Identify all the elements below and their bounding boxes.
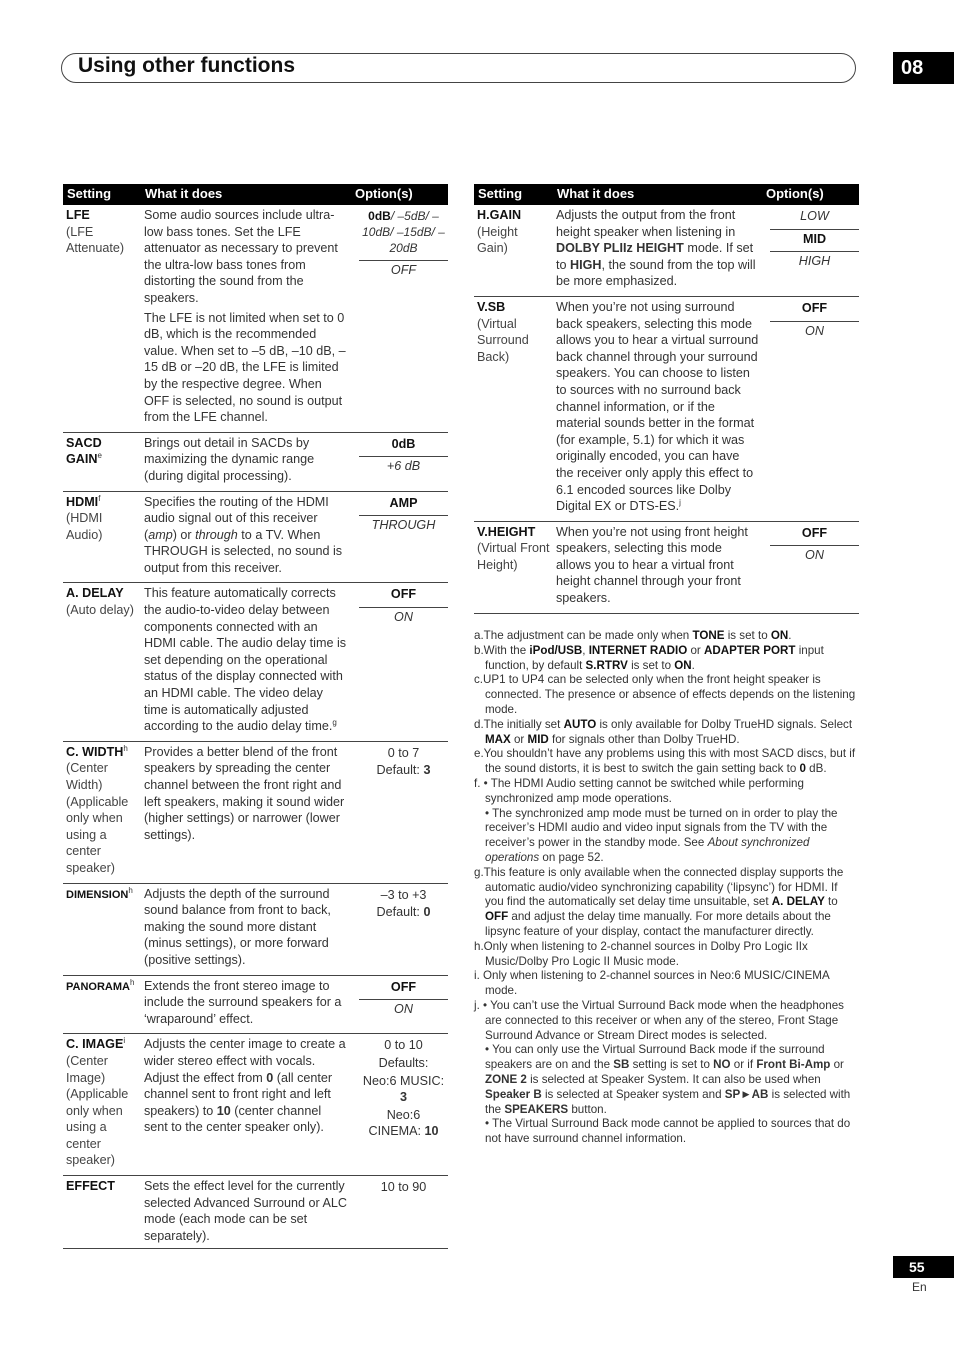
col-header-setting: Setting bbox=[474, 184, 553, 205]
footnote-a: a.The adjustment can be made only when TONE is set to ON. bbox=[474, 629, 792, 642]
page-number: 55 bbox=[893, 1256, 954, 1278]
col-header-options: Option(s) bbox=[351, 184, 448, 205]
option-value: OFF bbox=[359, 585, 448, 608]
footnote-c: c.UP1 to UP4 can be selected only when the front height speaker is connected. The presence or absence of effects depends on the listening mode. bbox=[474, 673, 856, 716]
option-value: ON bbox=[805, 548, 824, 563]
table-row: C. WIDTH$^h$ (Center Width) (Applicable only when using a center speaker) Provides a better blend of the front speakers by spreading the center channel between the front right and left speakers, making it sound wider (higher settings) or narrower (lower settings). 0 to 7 Default: 3 bbox=[63, 741, 448, 883]
option-default: Defaults: bbox=[378, 1055, 429, 1070]
setting-subtitle: (Height Gain) bbox=[477, 224, 518, 256]
setting-subtitle: (Center Width) (Applicable only when using a center speaker) bbox=[66, 761, 129, 875]
setting-description: When you’re not using front height speakers, selecting this mode allows you to hear a virtual front height channel through your front speakers. bbox=[556, 524, 748, 606]
setting-description: This feature automatically corrects the audio-to-video delay between components connected with an HDMI cable. The audio delay time is set depending on the operational status of the display connected with an HDMI cable. The video delay time is automatically adjusted according to the audio delay time.$^g$ bbox=[144, 586, 347, 734]
option-value: MID bbox=[770, 230, 859, 253]
setting-description: When you’re not using surround back speakers, selecting this mode allows you to hear a virtual surround back channel through your surround speakers. You can choose to listen to sources with no surround back channel information, or if the material sounds better in the format (for example, 5.1) for which it was originally encoded, you can have the receiver only apply this effect to 6.1 encoded sources like Dolby Digital EX or DTS-ES.$^j$ bbox=[556, 299, 759, 514]
table-row: SACD GAIN$^e$ Brings out detail in SACDs by maximizing the dynamic range (during digital processing). 0dB +6 dB bbox=[63, 432, 448, 491]
option-value: AMP bbox=[359, 494, 448, 517]
setting-name: C. WIDTH bbox=[66, 744, 124, 759]
footnote-g: g.This feature is only available when the connected display supports the automatic audio/video synchronizing capability (‘lipsync’) for HDMI. If you find the automatically set delay time unsuitable, set A. DELAY to OFF and adjust the delay time manually. For more details about the lipsync feature of your display, contact the manufacturer directly. bbox=[474, 865, 844, 938]
setting-name: H.GAIN bbox=[477, 208, 522, 222]
table-row bbox=[63, 1176, 448, 1249]
option-default: Default: 0 bbox=[376, 905, 431, 920]
option-value: ON bbox=[805, 323, 824, 338]
footnote-f-cont: • The synchronized amp mode must be turned on in order to play the receiver’s HDMI audio and video input signals from the TV with the receiver’s power in the standby mode. See About synchronized operations on page 52. bbox=[485, 806, 838, 864]
option-value: 10 to 90 bbox=[380, 1180, 427, 1195]
settings-table-left bbox=[63, 184, 448, 1249]
page-title: Using other functions bbox=[78, 54, 295, 77]
footnote-e: e.You shouldn’t have any problems using this with most SACD discs, but if the sound distorts, it is best to switch the gain setting back to 0 dB. bbox=[474, 747, 856, 776]
option-default: Neo:6 CINEMA: 10 bbox=[368, 1107, 439, 1139]
table-row: HDMI$^f$ (HDMI Audio) Specifies the routing of the HDMI audio signal out of this receiver (amp) or through to a TV. When THROUGH is selected, no sound is output from this receiver. AMP THROUGH bbox=[63, 491, 448, 583]
option-value: 0dB bbox=[359, 435, 448, 458]
option-value: 0 to 7 bbox=[387, 745, 420, 760]
table-row: PANORAMA$^h$ Extends the front stereo image to include the surround speakers for a ‘wraparound’ effect. OFF ON bbox=[63, 975, 448, 1034]
footnotes bbox=[474, 629, 858, 1147]
setting-name: DIMENSION bbox=[66, 888, 129, 901]
setting-name: PANORAMA bbox=[66, 980, 130, 993]
table-row bbox=[474, 521, 859, 613]
setting-subtitle: (Center Image) (Applicable only when using a center speaker) bbox=[66, 1053, 129, 1168]
settings-table-right bbox=[474, 184, 859, 614]
table-row bbox=[63, 583, 448, 741]
setting-name: LFE bbox=[66, 208, 90, 222]
setting-name: A. DELAY bbox=[66, 586, 124, 601]
table-row: DIMENSION$^h$ Adjusts the depth of the surround sound balance from front to back, making the sound more distant (minus settings), or more forward (positive settings). –3 to +3 Default: 0 bbox=[63, 883, 448, 975]
setting-name: HDMI bbox=[66, 494, 99, 509]
option-value: 0dB/ –5dB/ –10dB/ –15dB/ –20dB bbox=[359, 207, 448, 261]
setting-description: Provides a better blend of the front speakers by spreading the center channel between the front right and left speakers, making it sound wider (higher settings) or narrower (lower settings). bbox=[144, 744, 345, 842]
option-value: THROUGH bbox=[371, 518, 436, 533]
setting-subtitle: (LFE Attenuate) bbox=[66, 224, 125, 256]
table-row: C. IMAGE$^i$ (Center Image) (Applicable only when using a center speaker) Adjusts the center image to create a wider stereo effect with vocals. Adjust the effect from 0 (all center channel sent to front right and left speakers) to 10 (center channel sent to the center speaker only). 0 to 10 Defaults: Neo:6 MUSIC: 3 Neo:6 CINEMA: 10 bbox=[63, 1034, 448, 1176]
setting-subtitle: (Virtual Front Height) bbox=[477, 541, 550, 572]
option-default: Neo:6 MUSIC: 3 bbox=[362, 1073, 445, 1105]
option-value: HIGH bbox=[798, 254, 831, 269]
col-header-what: What it does bbox=[553, 184, 762, 205]
setting-description: The LFE is not limited when set to 0 dB, which is the recommended value. When set to –5 dB, –10 dB, –15 dB or –20 dB, the LFE is limited by the respective degree. When OFF is selected, no sound is output from the LFE channel. bbox=[144, 310, 346, 425]
setting-description: Adjusts the depth of the surround sound balance from front to back, making the sound more distant (minus settings), or more forward (positive settings). bbox=[144, 886, 331, 967]
footnote-j-cont: • The Virtual Surround Back mode cannot be applied to sources that do not have surround channel information. bbox=[485, 1117, 851, 1146]
setting-subtitle: (Virtual Surround Back) bbox=[477, 316, 529, 364]
option-value: 0 to 10 bbox=[384, 1038, 423, 1053]
option-value: LOW bbox=[770, 207, 859, 230]
footnote-h: h.Only when listening to 2-channel sources in Dolby Pro Logic IIx Music/Dolby Pro Logic II Music mode. bbox=[474, 939, 808, 968]
page-language: En bbox=[912, 1280, 927, 1294]
setting-description: Extends the front stereo image to include the surround speakers for a ‘wraparound’ effect. bbox=[144, 978, 342, 1026]
setting-subtitle: (HDMI Audio) bbox=[66, 511, 103, 542]
option-value: OFF bbox=[390, 263, 417, 277]
setting-name: EFFECT bbox=[66, 1179, 115, 1194]
footnote-i: i. Only when listening to 2-channel sources in Neo:6 MUSIC/CINEMA mode. bbox=[474, 969, 830, 998]
option-value: +6 dB bbox=[386, 459, 421, 474]
setting-subtitle: (Auto delay) bbox=[66, 603, 134, 618]
footnote-d: d.The initially set AUTO is only available for Dolby TrueHD signals. Select MAX or MID for signals other than Dolby TrueHD. bbox=[474, 717, 853, 746]
option-default: Default: 3 bbox=[376, 763, 431, 778]
setting-description: Brings out detail in SACDs by maximizing the dynamic range (during digital processing). bbox=[144, 435, 315, 483]
footnote-j-cont: • You can only use the Virtual Surround Back mode if the surround speakers are on and the SB setting is set to NO or if Front Bi-Amp or ZONE 2 is selected at Speaker System. It can also be used when Speaker B is selected at Speaker system and SP►AB is selected with the SPEAKERS button. bbox=[485, 1043, 851, 1116]
setting-name: V.SB bbox=[477, 299, 506, 314]
setting-name: V.HEIGHT bbox=[477, 524, 536, 539]
option-value: ON bbox=[394, 610, 413, 625]
setting-description: Sets the effect level for the currently selected Advanced Surround or ALC mode (each mode can be set separately). bbox=[144, 1179, 348, 1243]
footnote-f: f. • The HDMI Audio setting cannot be switched while performing synchronized amp mode operations. bbox=[474, 776, 804, 805]
col-header-setting: Setting bbox=[63, 184, 141, 205]
setting-description: Adjusts the center image to create a wider stereo effect with vocals. Adjust the effect from 0 (all center channel sent to front right and left speakers) to 10 (center channel sent to the center speaker only). bbox=[144, 1037, 346, 1135]
option-value: –3 to +3 bbox=[380, 887, 427, 902]
table-row bbox=[63, 205, 448, 432]
option-value: OFF bbox=[770, 299, 859, 322]
chapter-number: 08 bbox=[893, 52, 954, 84]
table-row bbox=[474, 205, 859, 296]
setting-description: Adjusts the output from the front height speaker when listening in DOLBY PLIIz HEIGHT mode. If set to HIGH, the sound from the top will be more emphasized. bbox=[556, 208, 756, 289]
setting-name: C. IMAGE bbox=[66, 1037, 124, 1052]
footnote-j: j. • You can’t use the Virtual Surround Back mode when the headphones are connected to this receiver or when any of the stereo, Front Stage Surround Advance or Stream Direct modes is selected. bbox=[474, 998, 844, 1042]
table-row bbox=[474, 296, 859, 521]
option-value: OFF bbox=[770, 524, 859, 547]
setting-description: Some audio sources include ultra-low bass tones. Set the LFE attenuator as necessary to prevent the ultra-low bass tones from distorting the sound from the speakers. bbox=[144, 208, 338, 305]
col-header-what: What it does bbox=[141, 184, 351, 205]
col-header-options: Option(s) bbox=[762, 184, 859, 205]
footnote-b: b.With the iPod/USB, INTERNET RADIO or ADAPTER PORT input function, by default S.RTRV is set to ON. bbox=[474, 643, 824, 672]
setting-description: Specifies the routing of the HDMI audio signal out of this receiver (amp) or through to a TV. When THROUGH is selected, no sound is output from this receiver. bbox=[144, 494, 343, 575]
option-value: ON bbox=[394, 1002, 413, 1017]
option-value: OFF bbox=[359, 978, 448, 1001]
setting-name: SACD GAIN bbox=[66, 435, 102, 467]
